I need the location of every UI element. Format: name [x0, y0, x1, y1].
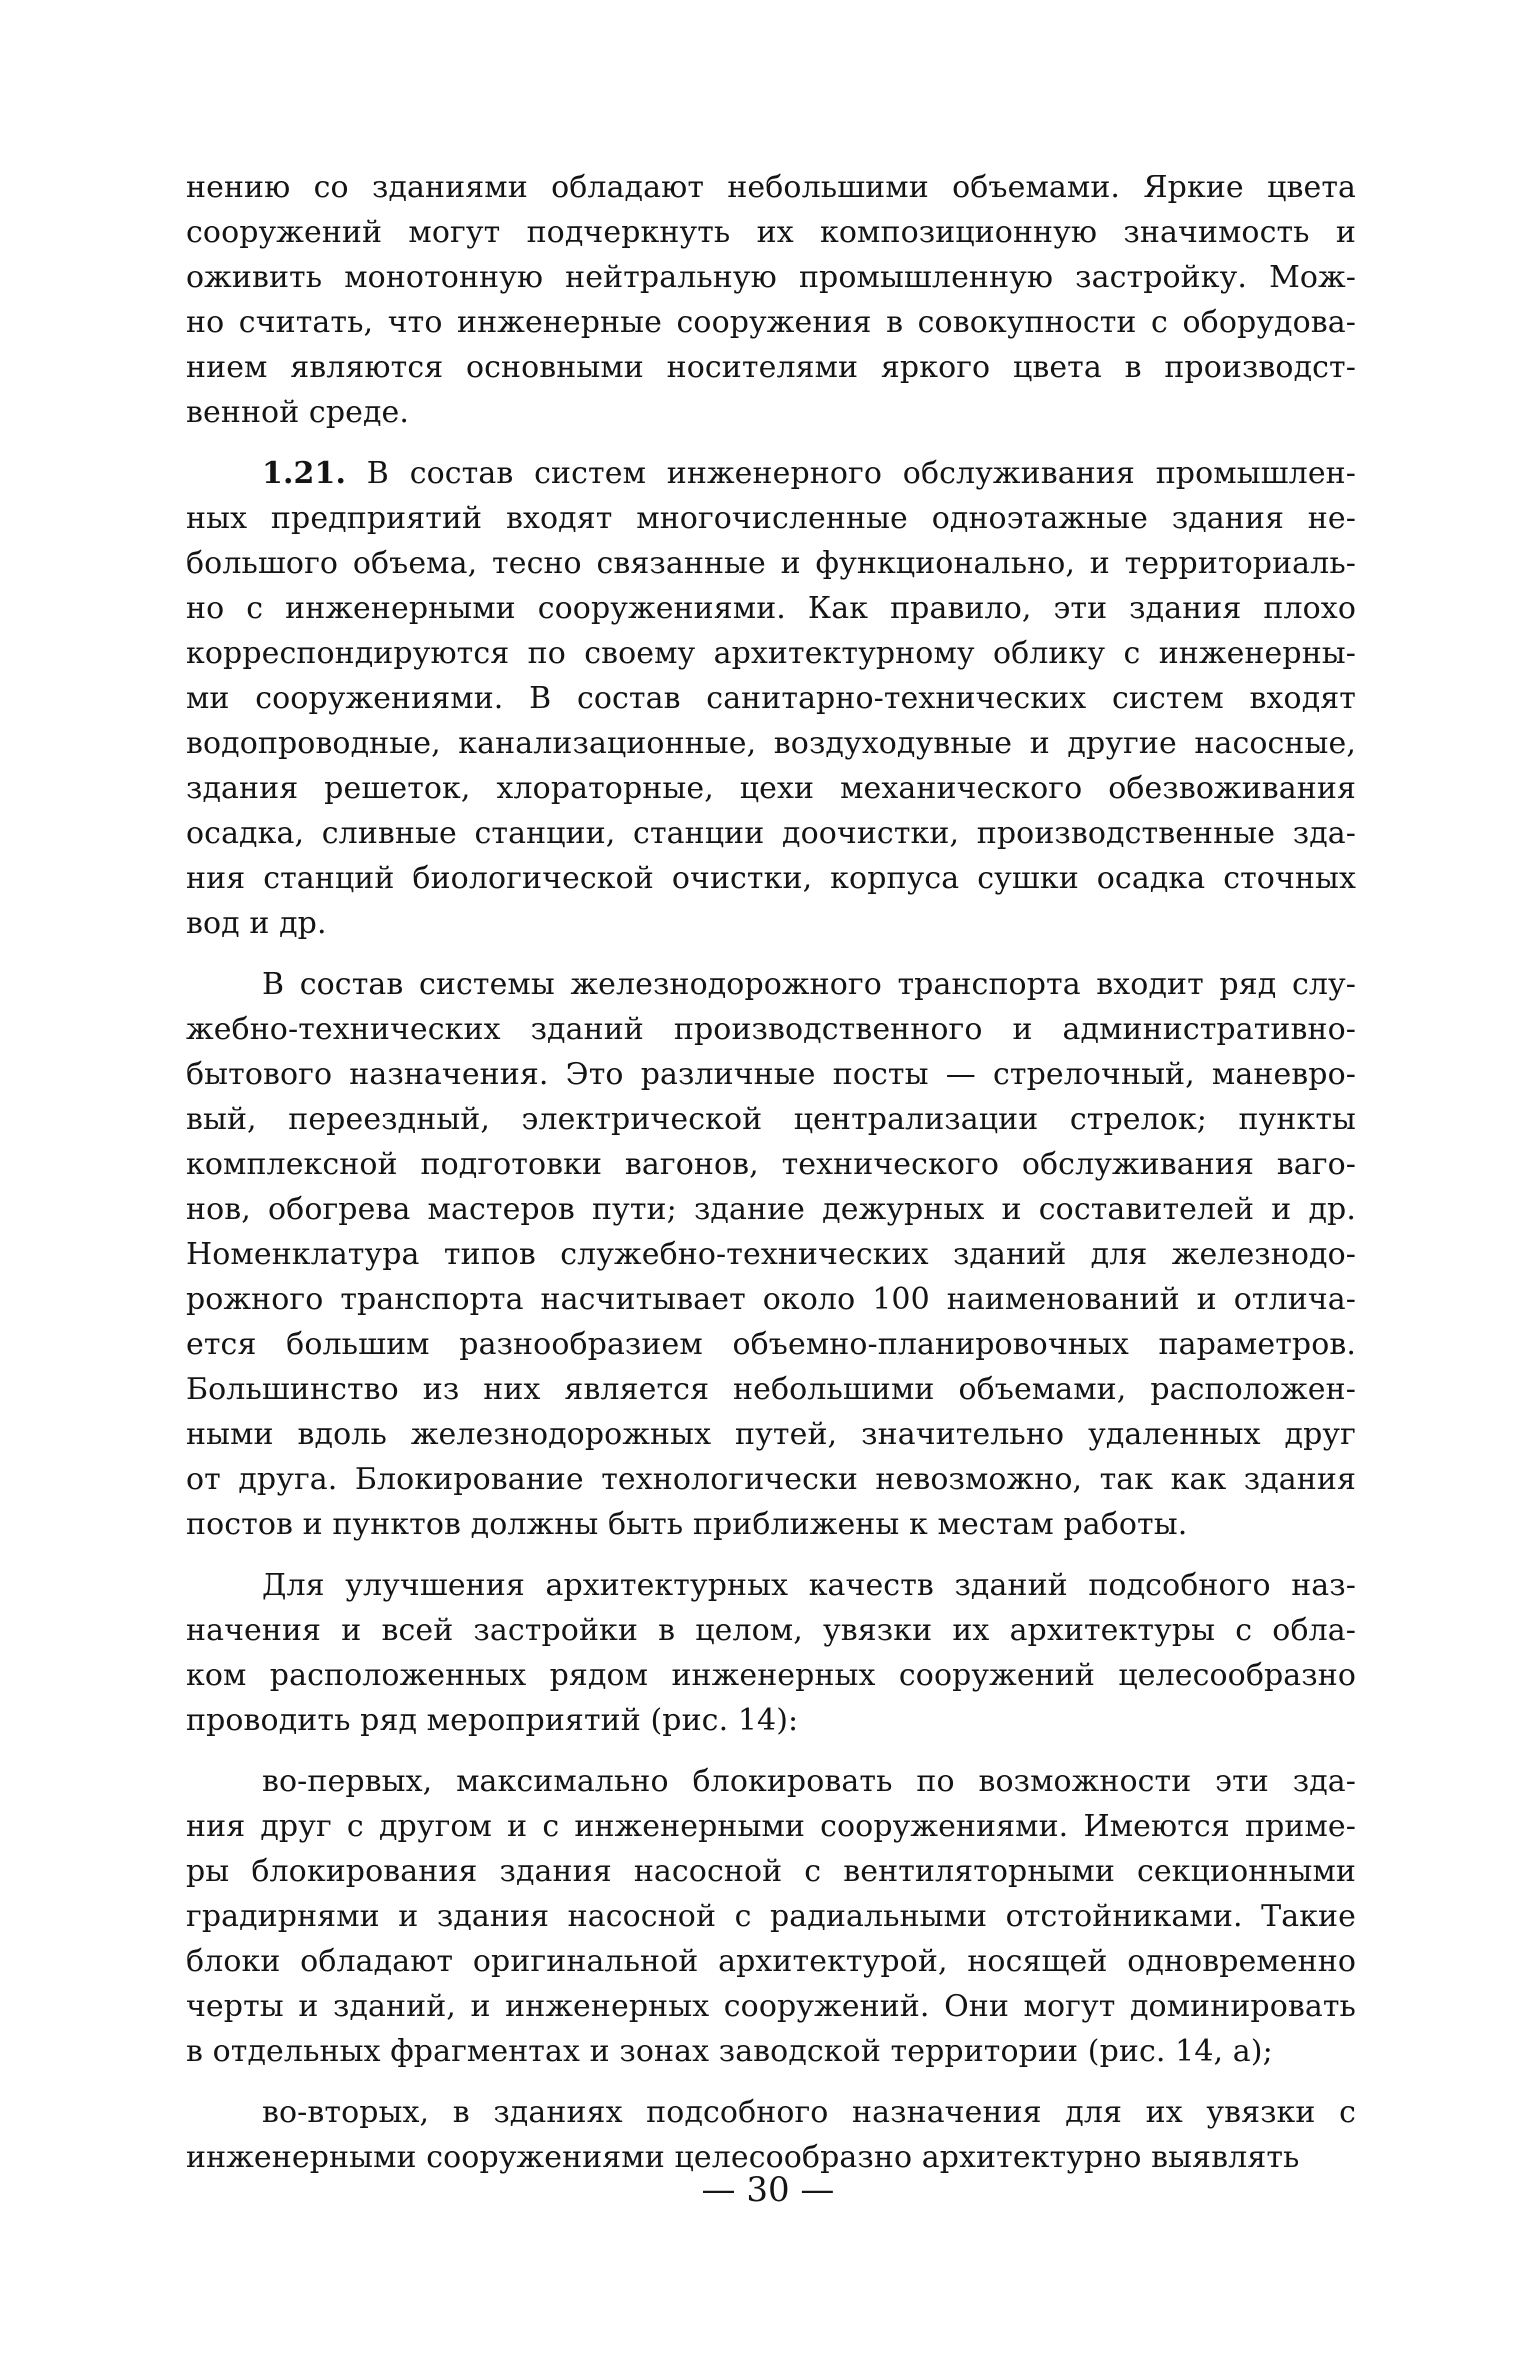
text-line	[186, 676, 1356, 721]
paragraph-p4	[186, 1563, 1356, 1743]
text-line	[186, 1277, 1356, 1322]
line-text: проводить ряд мероприятий (рис. 14):	[186, 1703, 799, 1738]
text-line	[186, 1653, 1356, 1698]
text-line	[186, 165, 1356, 210]
text-line	[186, 1563, 1356, 1608]
line-text: ми сооружениями. В состав санитарно-технических систем входят	[186, 681, 1356, 716]
text-line	[186, 1232, 1356, 1277]
line-text: комплексной подготовки вагонов, технического обслуживания ваго-	[186, 1147, 1356, 1182]
paragraph-gap	[186, 1743, 1356, 1759]
text-line	[186, 2029, 1356, 2074]
text-line	[186, 962, 1356, 1007]
line-text: в отдельных фрагментах и зонах заводской территории (рис. 14, а);	[186, 2034, 1273, 2069]
section-number: 1.21.	[262, 456, 347, 491]
text-line	[186, 856, 1356, 901]
text-line	[186, 345, 1356, 390]
line-text: начения и всей застройки в целом, увязки их архитектуры с обла-	[186, 1613, 1356, 1648]
line-text: здания решеток, хлораторные, цехи механического обезвоживания	[186, 771, 1356, 806]
line-text: ется большим разнообразием объемно-планировочных параметров.	[186, 1327, 1356, 1362]
text-line	[186, 1804, 1356, 1849]
text-line	[186, 210, 1356, 255]
line-text: нов, обогрева мастеров пути; здание дежурных и составителей и др.	[186, 1192, 1356, 1227]
line-text: во-первых, максимально блокировать по возможности эти зда-	[262, 1764, 1356, 1799]
text-line	[186, 1894, 1356, 1939]
paragraph-p6	[186, 2090, 1356, 2180]
text-line	[186, 255, 1356, 300]
text-line	[186, 390, 1356, 435]
paragraph-p1	[186, 165, 1356, 435]
line-text: во-вторых, в зданиях подсобного назначения для их увязки с	[262, 2095, 1356, 2130]
line-text: осадка, сливные станции, станции доочистки, производственные зда-	[186, 816, 1356, 851]
text-line	[186, 2090, 1356, 2135]
text-line	[186, 1367, 1356, 1412]
line-text: венной среде.	[186, 395, 410, 430]
text-line	[186, 451, 1356, 496]
text-line	[186, 631, 1356, 676]
line-text: В состав системы железнодорожного транспорта входит ряд слу-	[262, 967, 1356, 1002]
paragraph-p2	[186, 451, 1356, 946]
text-line	[186, 496, 1356, 541]
paragraph-gap	[186, 2074, 1356, 2090]
text-line	[186, 1412, 1356, 1457]
text-line	[186, 1849, 1356, 1894]
text-line	[186, 1984, 1356, 2029]
paragraph-p5	[186, 1759, 1356, 2074]
text-line	[186, 1142, 1356, 1187]
text-line	[186, 300, 1356, 345]
line-text: нению со зданиями обладают небольшими объемами. Яркие цвета	[186, 170, 1356, 205]
line-text: корреспондируются по своему архитектурному облику с инженерны-	[186, 636, 1356, 671]
line-text: ком расположенных рядом инженерных сооружений целесообразно	[186, 1658, 1356, 1693]
line-text: градирнями и здания насосной с радиальными отстойниками. Такие	[186, 1899, 1356, 1934]
line-text: Номенклатура типов служебно-технических зданий для железнодо-	[186, 1237, 1356, 1272]
line-text: постов и пунктов должны быть приближены к местам работы.	[186, 1507, 1188, 1542]
line-text: черты и зданий, и инженерных сооружений. Они могут доминировать	[186, 1989, 1356, 2024]
line-text: инженерными сооружениями целесообразно архитектурно выявлять	[186, 2140, 1300, 2175]
text-line	[186, 1097, 1356, 1142]
text-line	[186, 1322, 1356, 1367]
text-line	[186, 1187, 1356, 1232]
text-line	[186, 766, 1356, 811]
text-line	[186, 721, 1356, 766]
text-line	[186, 1608, 1356, 1653]
line-text: ния станций биологической очистки, корпуса сушки осадка сточных	[186, 861, 1356, 896]
line-text: ными вдоль железнодорожных путей, значительно удаленных друг	[186, 1417, 1356, 1452]
paragraph-gap	[186, 1547, 1356, 1563]
body-text	[186, 165, 1356, 2180]
line-text: ния друг с другом и с инженерными сооружениями. Имеются приме-	[186, 1809, 1356, 1844]
paragraph-gap	[186, 435, 1356, 451]
text-line	[186, 901, 1356, 946]
line-text: В состав систем инженерного обслуживания промышлен-	[346, 456, 1356, 491]
paragraph-gap	[186, 946, 1356, 962]
line-text: от друга. Блокирование технологически невозможно, так как здания	[186, 1462, 1356, 1497]
line-text: вый, переездный, электрической централизации стрелок; пункты	[186, 1102, 1356, 1137]
line-text: вод и др.	[186, 906, 327, 941]
paragraph-p3	[186, 962, 1356, 1547]
line-text: блоки обладают оригинальной архитектурой, носящей одновременно	[186, 1944, 1356, 1979]
text-line	[186, 1007, 1356, 1052]
line-text: ры блокирования здания насосной с вентиляторными секционными	[186, 1854, 1356, 1889]
text-line	[186, 1939, 1356, 1984]
line-text: но с инженерными сооружениями. Как правило, эти здания плохо	[186, 591, 1356, 626]
line-text: оживить монотонную нейтральную промышленную застройку. Мож-	[186, 260, 1356, 295]
line-text: жебно-технических зданий производственного и административно-	[186, 1012, 1356, 1047]
text-line	[186, 541, 1356, 586]
line-text: нием являются основными носителями яркого цвета в производст-	[186, 350, 1356, 385]
line-text: но считать, что инженерные сооружения в совокупности с оборудова-	[186, 305, 1356, 340]
text-line	[186, 1052, 1356, 1097]
line-text: большого объема, тесно связанные и функционально, и территориаль-	[186, 546, 1356, 581]
line-text: Для улучшения архитектурных качеств зданий подсобного наз-	[262, 1568, 1356, 1603]
text-line	[186, 1502, 1356, 1547]
text-line	[186, 1698, 1356, 1743]
text-line	[186, 586, 1356, 631]
line-text: ных предприятий входят многочисленные одноэтажные здания не-	[186, 501, 1356, 536]
text-line	[186, 1457, 1356, 1502]
text-line	[186, 811, 1356, 856]
line-text: водопроводные, канализационные, воздуходувные и другие насосные,	[186, 726, 1356, 761]
page-number: — 30 —	[701, 2170, 835, 2210]
text-line	[186, 1759, 1356, 1804]
line-text: рожного транспорта насчитывает около 100 наименований и отлича-	[186, 1282, 1356, 1317]
line-text: Большинство из них является небольшими объемами, расположен-	[186, 1372, 1356, 1407]
line-text: сооружений могут подчеркнуть их композиционную значимость и	[186, 215, 1356, 250]
line-text: бытового назначения. Это различные посты — стрелочный, маневро-	[186, 1057, 1356, 1092]
